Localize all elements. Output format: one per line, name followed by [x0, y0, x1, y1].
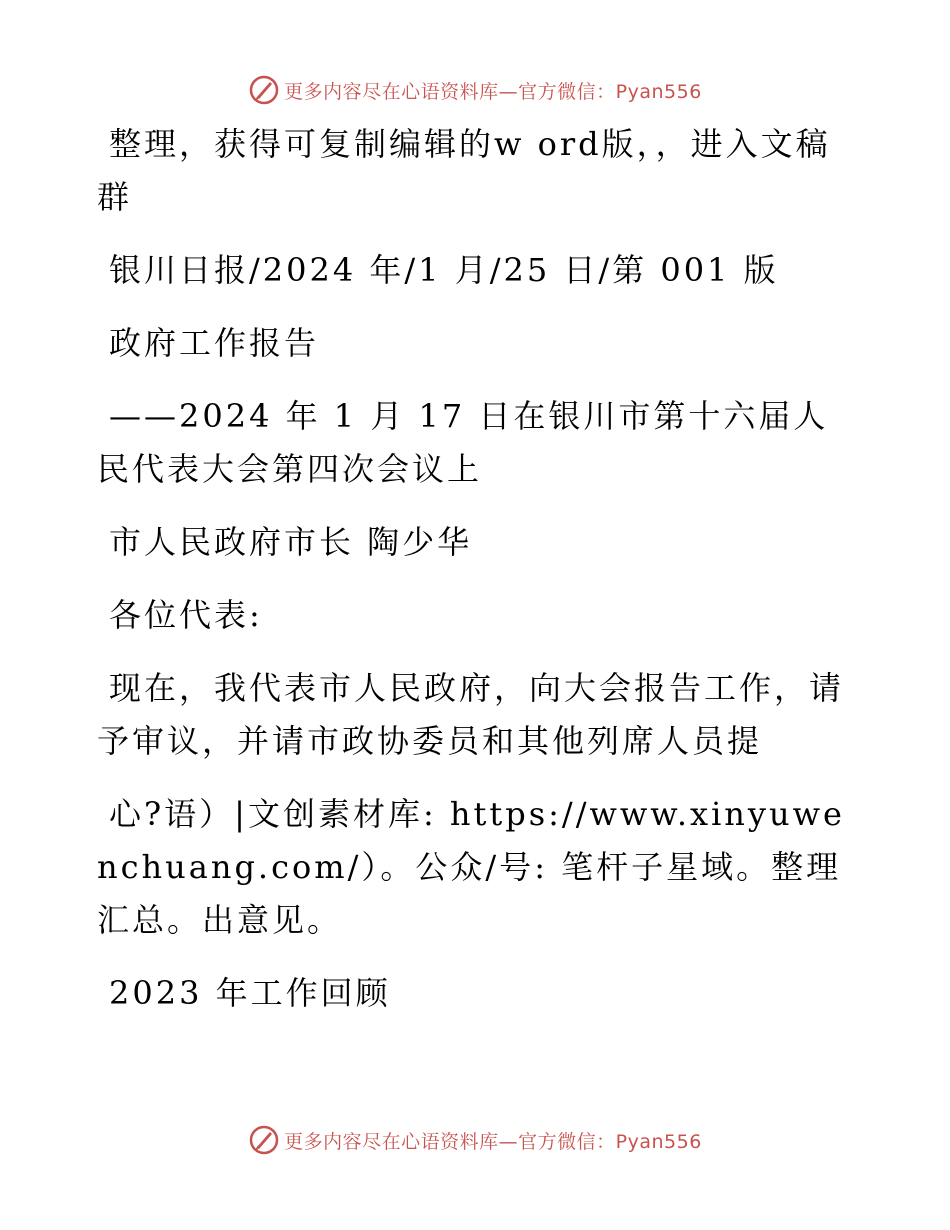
quill-logo-icon — [248, 1124, 280, 1156]
watermark-text: 更多内容尽在心语资料库—官方微信：Pyan556 — [284, 80, 702, 103]
salutation: 各位代表: — [109, 596, 263, 634]
document-title: 政府工作报告 — [109, 324, 320, 362]
document-subtitle: ——2024 年 1 月 17 日在银川市第十六届人民代表大会第四次会议上 — [97, 397, 829, 488]
intro-paragraph: 整理，获得可复制编辑的w ord版，，进入文稿群 — [97, 125, 831, 216]
watermark-text: 更多内容尽在心语资料库—官方微信：Pyan556 — [284, 1130, 702, 1153]
opening-paragraph: 现在，我代表市人民政府，向大会报告工作，请予审议，并请市政协委员和其他列席人员提 — [97, 669, 845, 760]
source-line: 银川日报/2024 年/1 月/25 日/第 001 版 — [109, 251, 779, 289]
header-watermark — [0, 70, 950, 110]
section-heading: 2023 年工作回顾 — [109, 974, 391, 1012]
quill-logo-icon — [248, 74, 280, 106]
document-body — [97, 118, 857, 1040]
source-note-paragraph: 心?语）|文创素材库: https://www.xinyuwenchuang.com/）。公众/号: 笔杆子星域。整理汇总。出意见。 — [97, 795, 845, 939]
author-line: 市人民政府市长 陶少华 — [109, 523, 473, 561]
footer-watermark — [0, 1120, 950, 1160]
